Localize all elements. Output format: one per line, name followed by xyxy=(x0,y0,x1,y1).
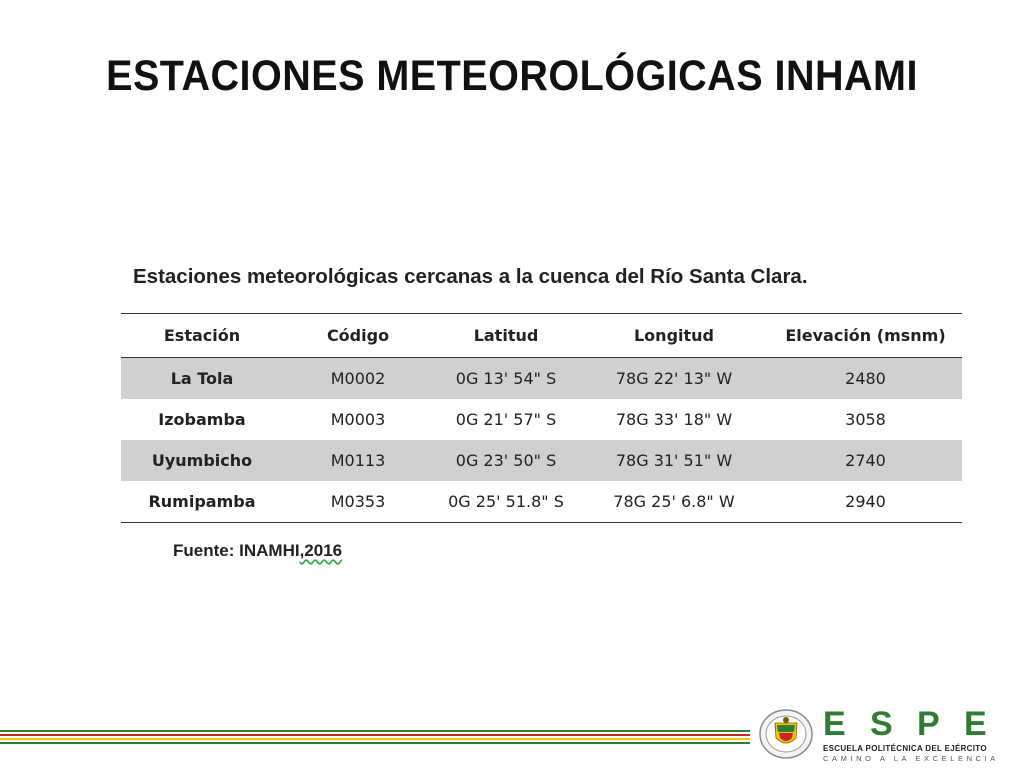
cell-elevation: 3058 xyxy=(845,410,886,429)
cell-station: Izobamba xyxy=(158,410,246,429)
source-value: INAMHI xyxy=(239,541,300,560)
espe-tagline: CAMINO A LA EXCELENCIA xyxy=(823,754,999,763)
cell-station: La Tola xyxy=(170,369,234,388)
cell-latitude: 0G 25' 51.8" S xyxy=(448,492,564,511)
cell-longitude: 78G 22' 13" W xyxy=(615,369,733,388)
stations-table xyxy=(121,313,962,523)
cell-station: Rumipamba xyxy=(148,492,256,511)
table-row xyxy=(121,399,962,440)
cell-longitude: 78G 25' 6.8" W xyxy=(613,492,735,511)
slide-title: ESTACIONES METEOROLÓGICAS INHAMI xyxy=(106,52,918,100)
espe-letters: E S P E xyxy=(823,705,987,743)
source-label: Fuente: xyxy=(173,541,235,560)
cell-station: Uyumbicho xyxy=(151,451,253,470)
table-row xyxy=(121,481,962,523)
cell-longitude: 78G 33' 18" W xyxy=(615,410,733,429)
cell-latitude: 0G 13' 54" S xyxy=(455,369,557,388)
table-row xyxy=(121,440,962,481)
cell-latitude: 0G 23' 50" S xyxy=(455,451,557,470)
espe-logo xyxy=(755,706,1020,762)
cell-elevation: 2740 xyxy=(845,451,886,470)
table-source xyxy=(173,541,342,561)
cell-code: M0002 xyxy=(330,369,386,388)
cell-code: M0113 xyxy=(330,451,386,470)
cell-code: M0353 xyxy=(330,492,386,511)
header-latitude: Latitud xyxy=(473,326,539,345)
cell-elevation: 2480 xyxy=(845,369,886,388)
espe-subtitle: ESCUELA POLITÉCNICA DEL EJÉRCITO xyxy=(823,744,987,753)
header-elevation: Elevación (msnm) xyxy=(785,326,946,345)
cell-longitude: 78G 31' 51" W xyxy=(615,451,733,470)
source-year: ,2016 xyxy=(299,541,343,560)
header-longitude: Longitud xyxy=(633,326,714,345)
footer-stripes xyxy=(0,730,750,744)
cell-code: M0003 xyxy=(330,410,386,429)
cell-elevation: 2940 xyxy=(845,492,886,511)
table-row xyxy=(121,358,962,400)
table-caption: Estaciones meteorológicas cercanas a la cuenca del Río Santa Clara. xyxy=(133,265,808,288)
stripe-green xyxy=(0,742,750,744)
cell-latitude: 0G 21' 57" S xyxy=(455,410,557,429)
university-seal-icon xyxy=(758,708,814,760)
header-code: Código xyxy=(326,326,390,345)
header-station: Estación xyxy=(163,326,241,345)
table-header-row xyxy=(121,314,962,358)
